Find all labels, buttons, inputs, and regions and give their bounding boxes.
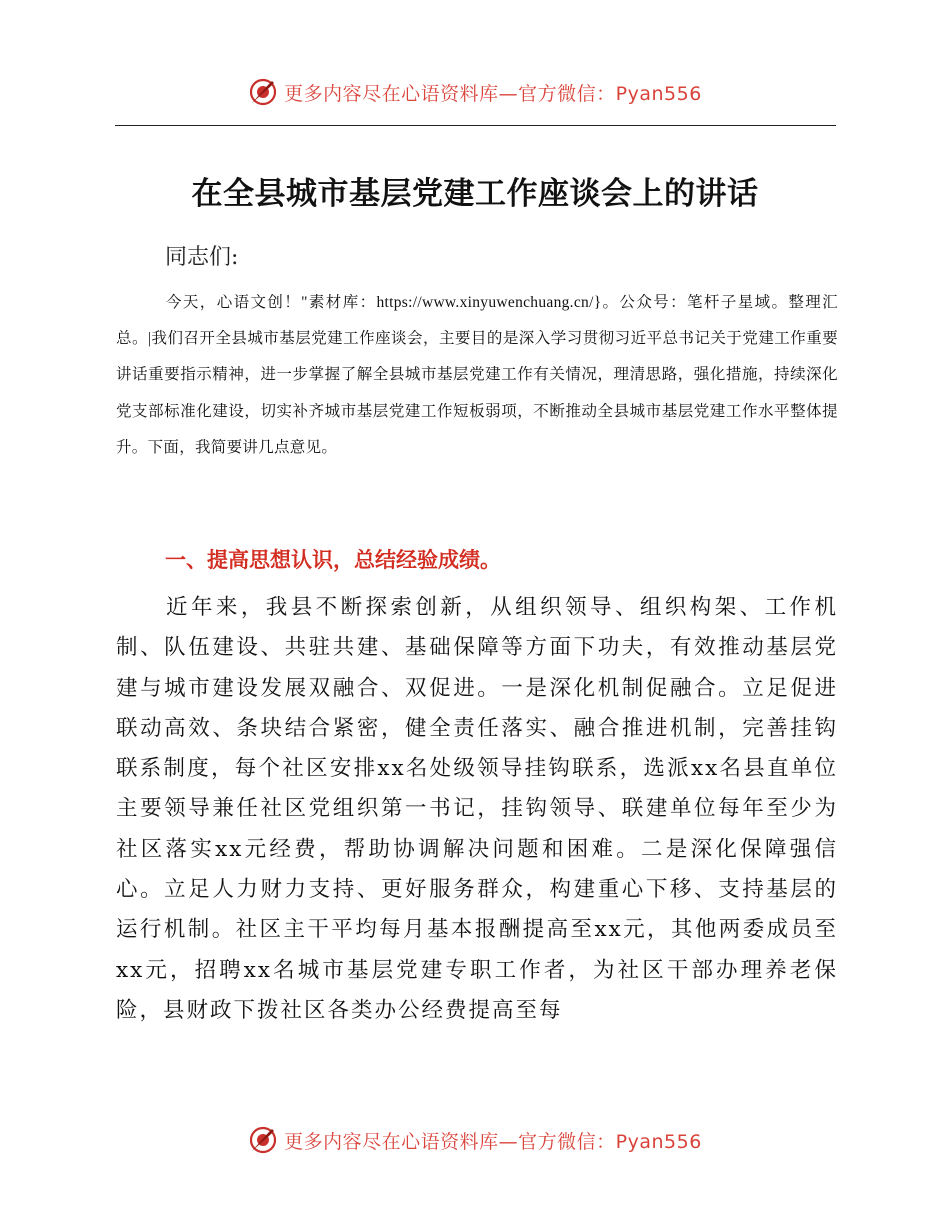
brand-logo-icon xyxy=(248,1125,278,1155)
document-title: 在全县城市基层党建工作座谈会上的讲话 xyxy=(191,176,759,212)
banner-text: 更多内容尽在心语资料库—官方微信：Pyan556 xyxy=(284,82,702,105)
brand-logo-icon xyxy=(248,77,278,107)
intro-paragraph: 今天，心语文创！"素材库：https://www.xinyuwenchuang.cn/}。公众号：笔杆子星域。整理汇总。|我们召开全县城市基层党建工作座谈会，主要目的是深入学习贯彻习近平总书记关于党建工作重要讲话重要指示精神，进一步掌握了解全县城市基层党建工作有关情况，理清思路，强化措施，持续深化党支部标准化建设，切实补齐城市基层党建工作短板弱项，不断推动全县城市基层党建工作水平整体提升。下面，我简要讲几点意见。 xyxy=(116,294,838,456)
salutation: 同志们: xyxy=(165,245,239,270)
banner-text: 更多内容尽在心语资料库—官方微信：Pyan556 xyxy=(284,1130,702,1153)
body-paragraph: 近年来，我县不断探索创新，从组织领导、组织构架、工作机制、队伍建设、共驻共建、基础保障等方面下功夫，有效推动基层党建与城市建设发展双融合、双促进。一是深化机制促融合。立足促进联动高效、条块结合紧密，健全责任落实、融合推进机制，完善挂钩联系制度，每个社区安排xx名处级领导挂钩联系，选派xx名县直单位主要领导兼任社区党组织第一书记，挂钩领导、联建单位每年至少为社区落实xx元经费，帮助协调解决问题和困难。二是深化保障强信心。立足人力财力支持、更好服务群众，构建重心下移、支持基层的运行机制。社区主干平均每月基本报酬提高至xx元，其他两委成员至xx元，招聘xx名城市基层党建专职工作者，为社区干部办理养老保险，县财政下拨社区各类办公经费提高至每 xyxy=(116,595,838,1023)
footer-banner xyxy=(0,1120,950,1160)
section-heading: 一、提高思想认识，总结经验成绩。 xyxy=(165,548,501,572)
header-divider xyxy=(115,125,836,126)
header-banner xyxy=(0,72,950,112)
